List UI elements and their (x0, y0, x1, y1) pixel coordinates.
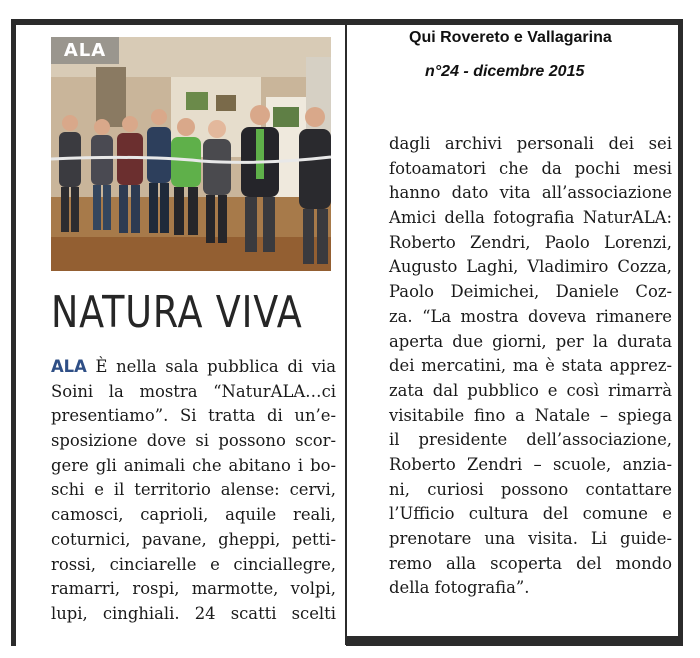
text-line: lupi, cinghiali. 24 scatti scelti (51, 603, 336, 623)
text-line: l’Ufficio cultura del comune e (389, 504, 672, 524)
text-line: gere gli animali che abitano i bo- (51, 455, 336, 475)
text-line: prenotare una visita. Li guide- (389, 529, 672, 548)
text-line: della fotografia”. (389, 578, 530, 598)
text-line: dagli archivi personali dei sei (389, 134, 672, 153)
section-tag: ALA (51, 37, 119, 64)
text-line: aperta due giorni, per la durata (389, 331, 672, 351)
text-line: schi e il territorio alense: cervi, (51, 480, 336, 500)
page-frame-right (678, 19, 683, 646)
page-frame-left (11, 19, 16, 646)
text-line: Amici della fotografia NaturALA: (389, 208, 672, 228)
text-line: hanno dato vita all’associazione (389, 183, 672, 203)
text-line: Paolo Deimichei, Daniele Coz- (389, 282, 672, 302)
text-line: dei mercatini, ma è stata apprez- (389, 356, 672, 376)
text-line: Soini la mostra “NaturALA…ci (51, 381, 336, 401)
text-line (51, 355, 336, 380)
text-line: Augusto Laghi, Vladimiro Cozza, (389, 257, 672, 277)
article-body-right-column (389, 132, 672, 601)
text-line: ramarri, rospi, marmotte, volpi, (51, 579, 336, 599)
article-photo (51, 37, 331, 271)
article-headline: NATURA VIVA (51, 287, 303, 338)
article-body-left-column (51, 355, 336, 627)
text-line: remo alla scoperta del mondo (389, 553, 672, 573)
text-line: rossi, cinciarelle e cinciallegre, (51, 554, 336, 574)
text-line: fotoamatori che da pochi mesi (389, 158, 672, 178)
text-line: coturnici, pavane, gheppi, petti- (51, 529, 336, 549)
text-line: Roberto Zendri, Paolo Lorenzi, (389, 232, 672, 252)
text-line: ni, curiosi possono contattare (389, 479, 672, 499)
text-line: za. “La mostra doveva rimanere (389, 306, 672, 326)
column-divider (345, 25, 347, 645)
text-line: il presidente dell’associazione, (389, 430, 672, 450)
text-line-content: È nella sala pubblica di via (86, 357, 336, 376)
article-kicker: ALA (51, 357, 87, 376)
text-line: zata dal pubblico e così rimarrà (389, 380, 672, 400)
text-line: camosci, caprioli, aquile reali, (51, 505, 336, 525)
page-frame-bottom (346, 636, 683, 646)
text-line: presentiamo”. Si tratta di un’e- (51, 406, 336, 426)
publication-name: Qui Rovereto e Vallagarina (409, 29, 612, 46)
text-line: sposizione dove si possono scor- (51, 431, 336, 451)
text-line: visitabile fino a Natale – spiega (389, 405, 672, 425)
publication-issue: n°24 - dicembre 2015 (425, 63, 585, 80)
text-line: Roberto Zendri – scuole, anzia- (389, 454, 672, 474)
